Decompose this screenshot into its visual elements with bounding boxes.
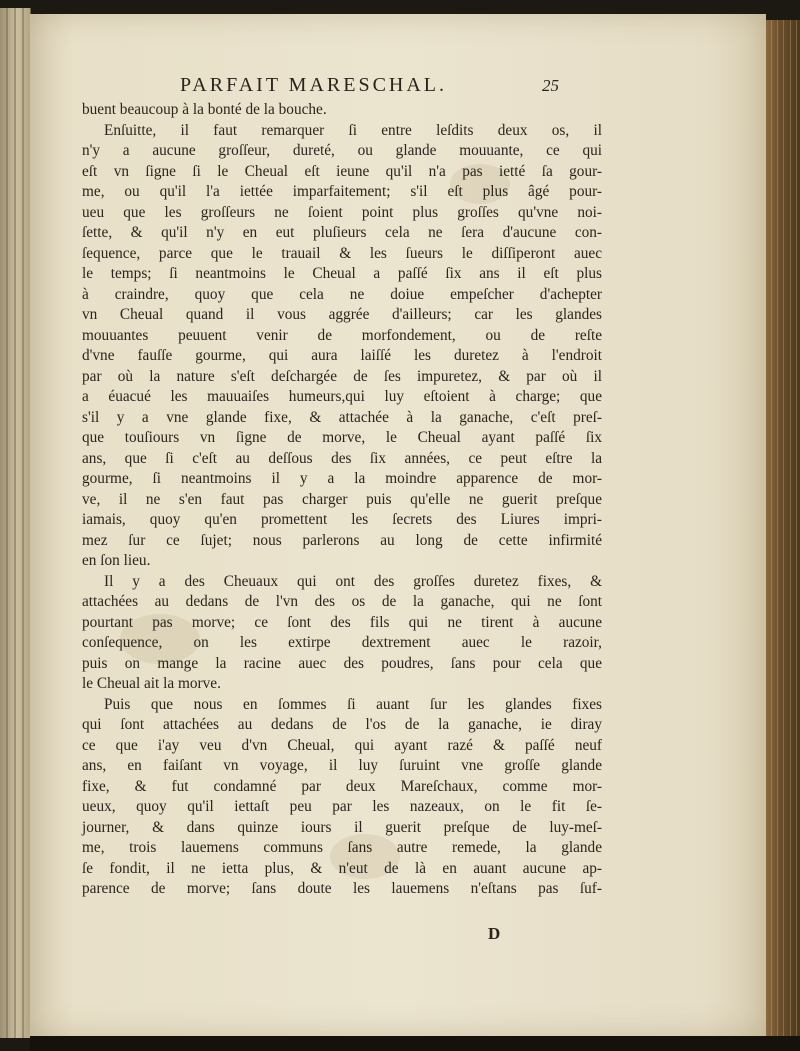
text-line: ueux, quoy qu'il iettaſt peu par les nazeaux, on le fit ſe-: [82, 798, 602, 815]
text-line: ueu que les groſſeurs ne ſoient point plus groſſes qu'vne noi-: [82, 203, 602, 221]
text-line: parence de morve; ſans doute les lauemens n'eſtans pas ſuf-: [82, 880, 602, 897]
book-page: [30, 14, 766, 1036]
text-line: pourtant pas morve; ce ſont des fils qui ne tirent à aucune: [82, 613, 602, 631]
text-line: puis on mange la racine auec des poudres, ſans pour cela que: [82, 654, 602, 672]
body-text: [82, 100, 602, 900]
text-line: en ſon lieu.: [82, 552, 151, 569]
text-line: que touſiours vn ſigne de morve, le Cheual ayant paſſé ſix: [82, 429, 602, 446]
page-number: 25: [542, 76, 559, 95]
book-page-edges: [766, 20, 800, 1040]
text-line: Puis que nous en ſommes ſi auant ſur les glandes fixes: [104, 695, 602, 713]
text-line: me, ou qu'il l'a iettée imparfaitement; s'il eſt plus âgé pour-: [82, 183, 602, 200]
text-line: ſe fondit, il ne ietta plus, & n'eut de là en auant aucune ap-: [82, 859, 602, 877]
text-line: eſt vn ſigne ſi le Cheual eſt ieune qu'il n'a pas ietté ſa gour-: [82, 162, 602, 180]
text-line: mez ſur ce ſujet; nous parlerons au long de cette infirmité: [82, 531, 602, 549]
text-line: iamais, quoy qu'en promettent les ſecrets des Liures impri-: [82, 511, 602, 528]
bottom-shadow: [30, 1036, 800, 1051]
text-line: s'il y a vne glande fixe, & attachée à la ganache, c'eſt preſ-: [82, 408, 602, 426]
text-line: qui ſont attachées au dedans de l'os de la ganache, ie diray: [82, 716, 602, 733]
text-line: n'y a aucune groſſeur, dureté, ou glande mouuante, ce qui: [82, 142, 602, 159]
text-line: fixe, & fut condamné par deux Mareſchaux, comme mor-: [82, 777, 602, 795]
text-line: a éuacué les mauuaiſes humeurs,qui luy eſtoient à charge; que: [82, 388, 602, 405]
text-line: ſequence, parce que le trauail & les ſueurs le diſſiperont auec: [82, 244, 602, 262]
facing-page-edge: [0, 8, 31, 1038]
text-line: d'vne fauſſe gourme, qui aura laiſſé les duretez à l'endroit: [82, 347, 602, 364]
running-title: PARFAIT MARESCHAL.: [180, 74, 448, 96]
text-line: vn Cheual quand il vous aggrée d'ailleurs; car les glandes: [82, 306, 602, 323]
text-line: par où la nature s'eſt deſchargée de ſes impuretez, & par où il: [82, 367, 602, 385]
text-line: gourme, ſi neantmoins il y a la moindre apparence de mor-: [82, 470, 602, 487]
text-line: me, trois lauemens communs ſans autre remede, la glande: [82, 839, 602, 856]
text-line: attachées au dedans de l'vn des os de la ganache, qui ne ſont: [82, 593, 602, 610]
text-line: mouuantes peuuent venir de morfondement, ou de reſte: [82, 326, 602, 344]
catchword: D: [488, 924, 501, 943]
text-line: journer, & dans quinze iours il guerit preſque de luy-meſ-: [82, 818, 602, 836]
text-line: le temps; ſi neantmoins le Cheual a paſſé ſix ans il eſt plus: [82, 265, 602, 282]
text-line: ve, il ne s'en faut pas charger puis qu'elle ne guerit preſque: [82, 490, 602, 508]
text-line: Enſuitte, il faut remarquer ſi entre leſdits deux os, il: [104, 121, 602, 139]
page-header: [30, 72, 766, 102]
text-line: ſette, & qu'il n'y en eut pluſieurs cela ne ſera d'aucune con-: [82, 224, 602, 241]
text-line: conſequence, on les extirpe dextrement auec le razoir,: [82, 634, 602, 651]
text-line: ans, que ſi c'eſt au deſſous des ſix années, ce peut eſtre la: [82, 449, 602, 467]
text-line: buent beaucoup à la bonté de la bouche.: [82, 101, 327, 118]
text-line: à craindre, quoy que cela ne doiue empeſcher d'achepter: [82, 285, 602, 303]
text-line: Il y a des Cheuaux qui ont des groſſes duretez fixes, &: [104, 572, 602, 590]
text-line: le Cheual ait la morve.: [82, 675, 221, 692]
text-line: ce que i'ay veu d'vn Cheual, qui ayant razé & paſſé neuf: [82, 736, 602, 754]
text-line: ans, en faiſant vn voyage, il luy ſuruint vne groſſe glande: [82, 757, 602, 774]
